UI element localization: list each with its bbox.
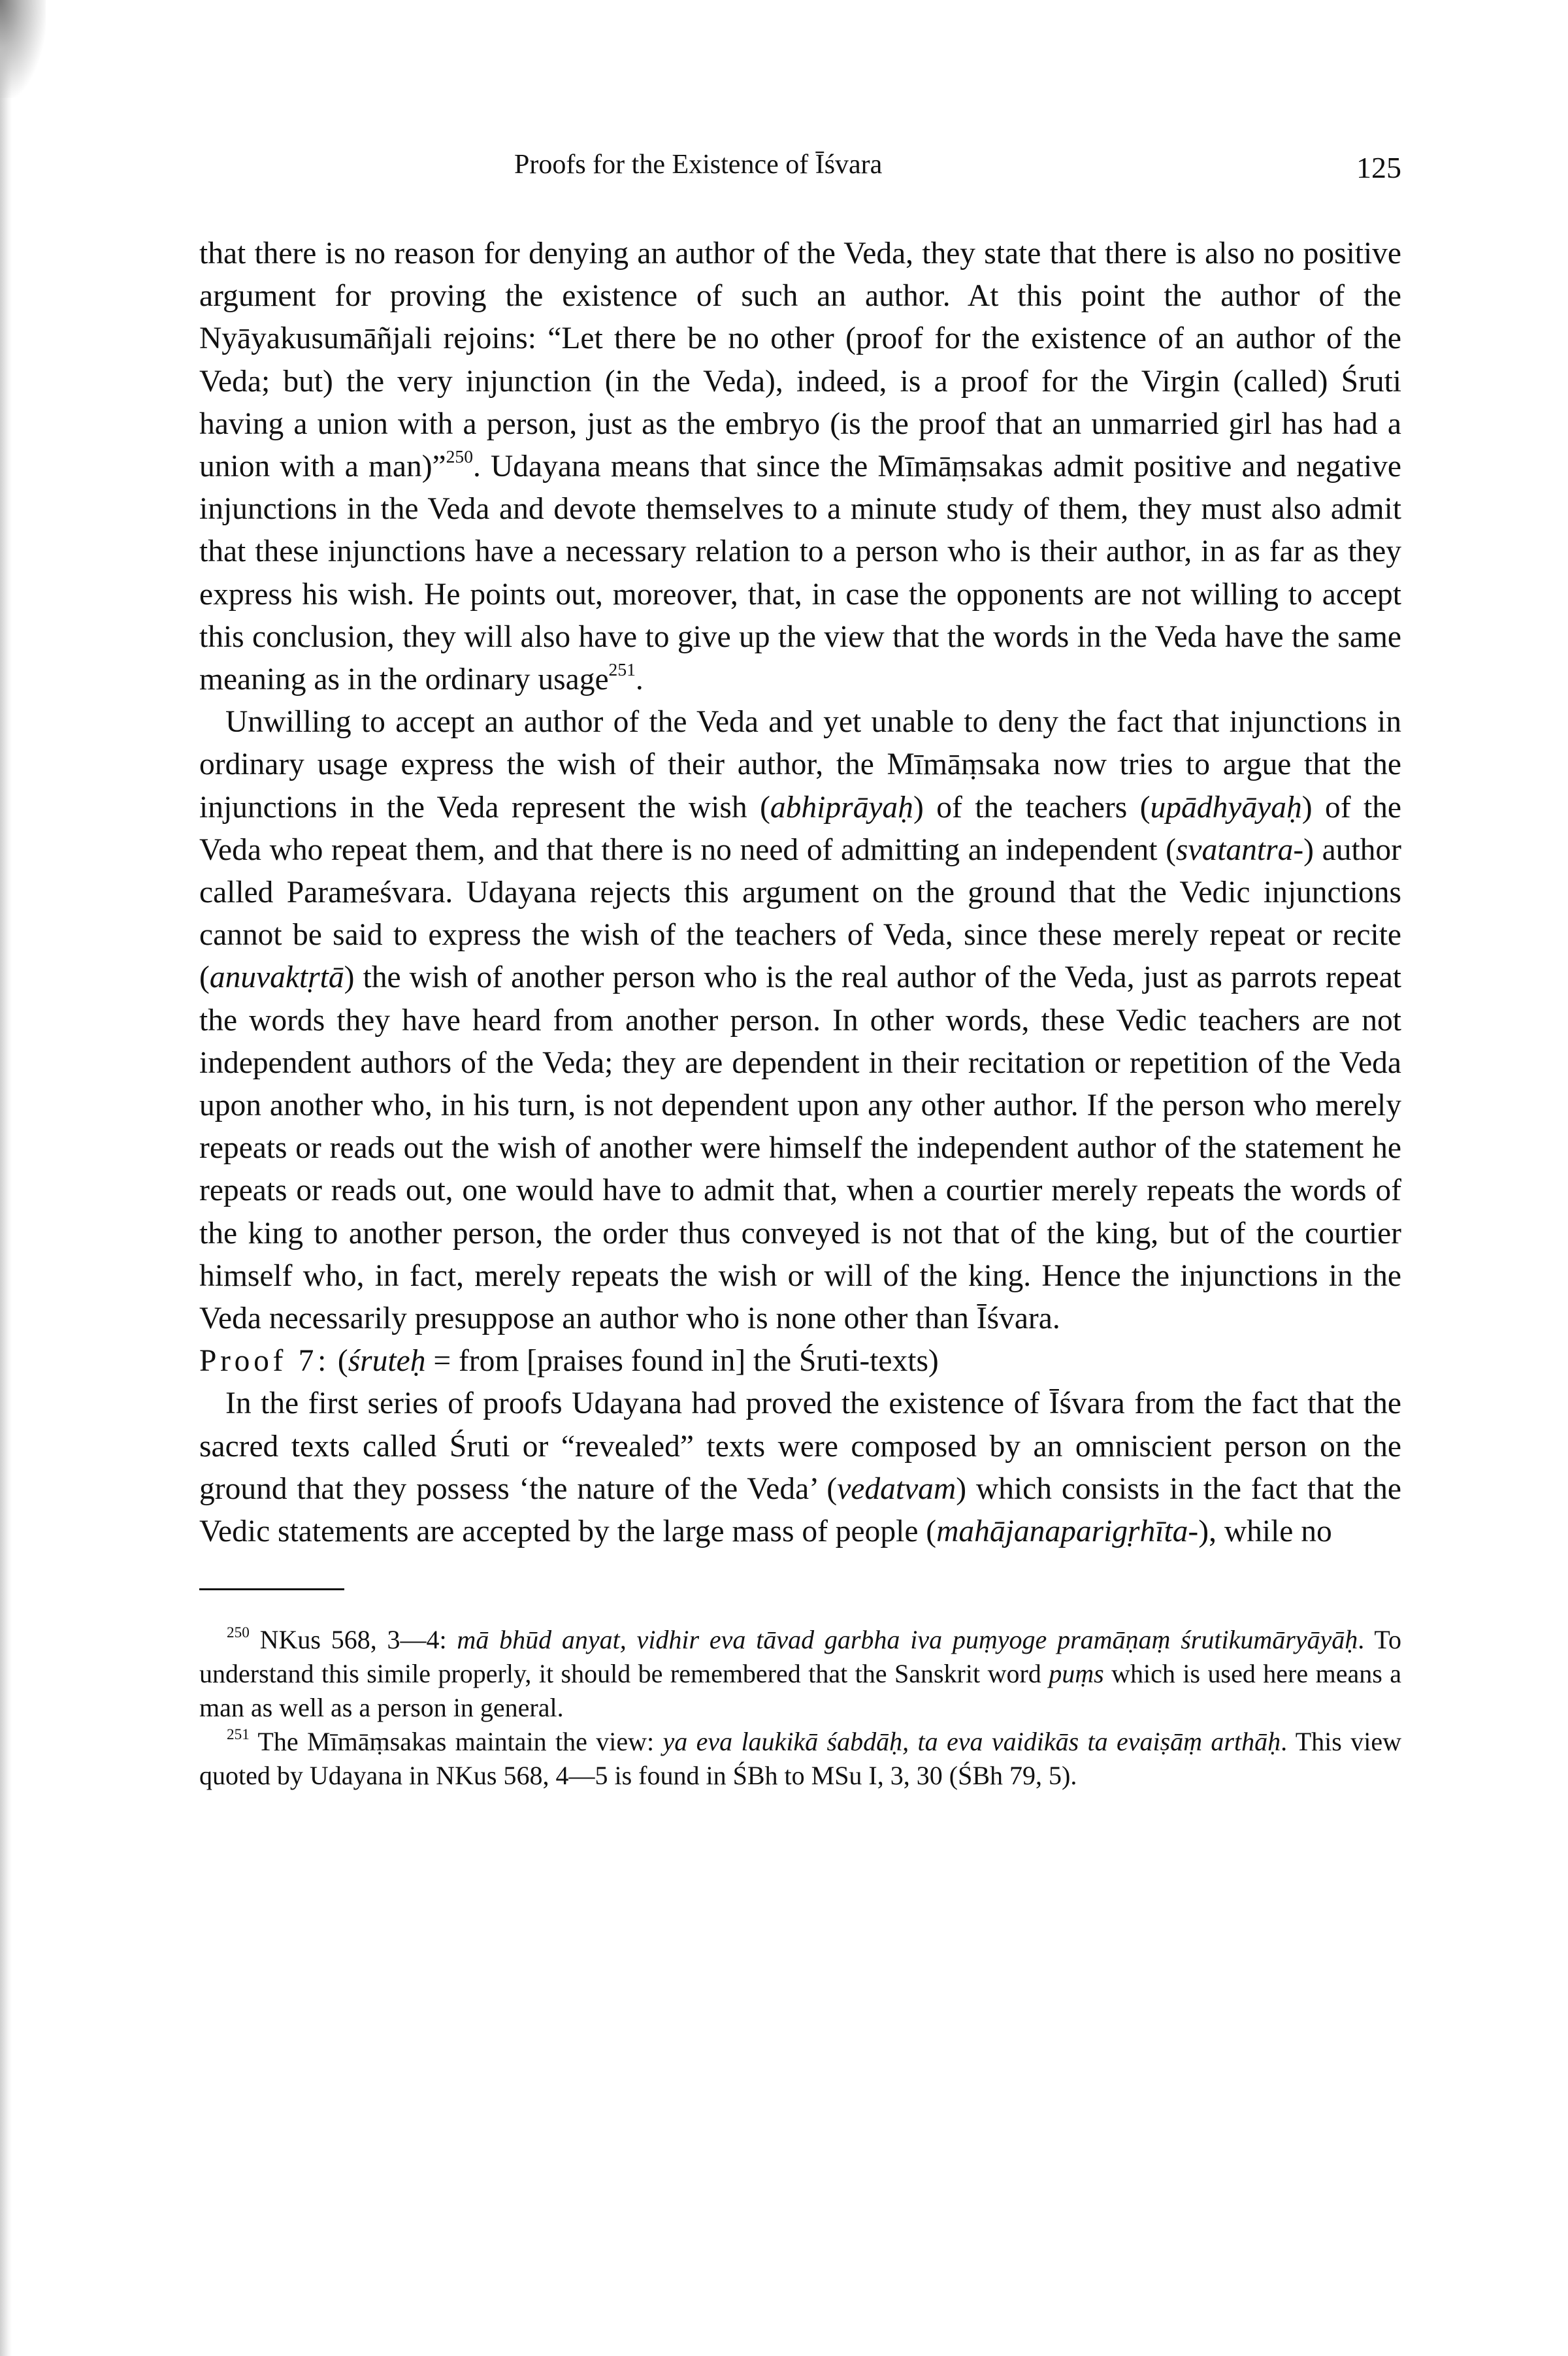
footnotes: [199, 1623, 1401, 1793]
footnote-ref-251[interactable]: 251: [608, 659, 636, 680]
footnote-250: $^{250}$ NKus 568, 3—4: mā bhūd anyat, vidhir eva tāvad garbha iva puṃyoge pramāṇaṃ śrutikumāryāyāḥ. To understand this simile properly, it should be remembered that the Sanskrit word puṃs which is used here means a man as well as a person in general.: [199, 1624, 1402, 1723]
book-page: [199, 144, 1401, 1793]
page-number: 125: [1356, 151, 1401, 184]
section-heading-proof-7: Proof 7: (śruteḥ = from [praises found in] the Śruti-texts): [199, 1344, 939, 1379]
footnote-ref-250[interactable]: 250: [446, 446, 473, 467]
footnote-divider: [199, 1588, 344, 1590]
footnote-251: $^{251}$ The Mīmāṃsakas maintain the view: ya eva laukikā śabdāḥ, ta eva vaidikās ta evaiṣāṃ arthāḥ. This view quoted by Udayana in NKus 568, 4—5 is found in ŚBh to MSu I, 3, 30 (ŚBh 79, 5).: [199, 1726, 1401, 1791]
main-text: [199, 233, 1401, 1553]
paragraph-3: In the first series of proofs Udayana had proved the existence of Īśvara from the fact that the sacred texts called Śruti or “revealed” texts were composed by an omniscient person on the ground that they possess ‘the nature of the Veda’ (vedatvam) which consists in the fact that the Vedic statements are accepted by the large mass of people (mahājanaparigṛhīta-), while no: [199, 1386, 1401, 1549]
scan-edge-shadow: [0, 0, 12, 2356]
running-head-title: Proofs for the Existence of Īśvara: [514, 150, 883, 180]
paragraph-2: Unwilling to accept an author of the Veda and yet unable to deny the fact that injunctions in ordinary usage express the wish of their author, the Mīmāṃsaka now tries to argue that the injunctions in the Veda represent the wish (abhiprāyaḥ) of the teachers (upādhyāyaḥ) of the Veda who repeat them, and that there is no need of admitting an independent (svatantra-) author called Parameśvara. Udayana rejects this argument on the ground that the Vedic injunctions cannot be said to express the wish of the teachers of Veda, since these merely repeat or recite (anuvaktṛtā) the wish of another person who is the real author of the Veda, just as parrots repeat the words they have heard from another person. In other words, these Vedic teachers are not independent authors of the Veda; they are dependent in their recitation or repetition of the Veda upon another who, in his turn, is not dependent upon any other author. If the person who merely repeats or reads out the wish of another were himself the independent author of the statement he repeats or reads out, one would have to admit that, when a courtier merely repeats the words of the king to another person, the order thus conveyed is not that of the king, but of the courtier himself who, in fact, merely repeats the wish or will of the king. Hence the injunctions in the Veda necessarily presuppose an author who is none other than Īśvara.: [199, 705, 1402, 1336]
scan-corner-shadow: [0, 0, 46, 98]
proof-label: Proof 7:: [199, 1344, 330, 1379]
paragraph-1: that there is no reason for denying an author of the Veda, they state that there is also no positive argument for proving the existence of such an author. At this point the author of the Nyāyakusumāñjali rejoins: “Let there be no other (proof for the existence of an author of the Veda; but) the very injunction (in the Veda), indeed, is a proof for the Virgin (called) Śruti having a union with a person, just as the embryo (is the proof that an unmarried girl has had a union with a man)”$^{250}$. Udayana means that since the Mīmāṃsakas admit positive and negative injunctions in the Veda and devote themselves to a minute study of them, they must also admit that these injunctions have a necessary relation to a person who is their author, in as far as they express his wish. He points out, moreover, that, in case the opponents are not willing to accept this conclusion, they will also have to give up the view that the words in the Veda have the same meaning as in the ordinary usage$^{251}$.: [199, 237, 1401, 697]
running-head: [199, 144, 1401, 196]
